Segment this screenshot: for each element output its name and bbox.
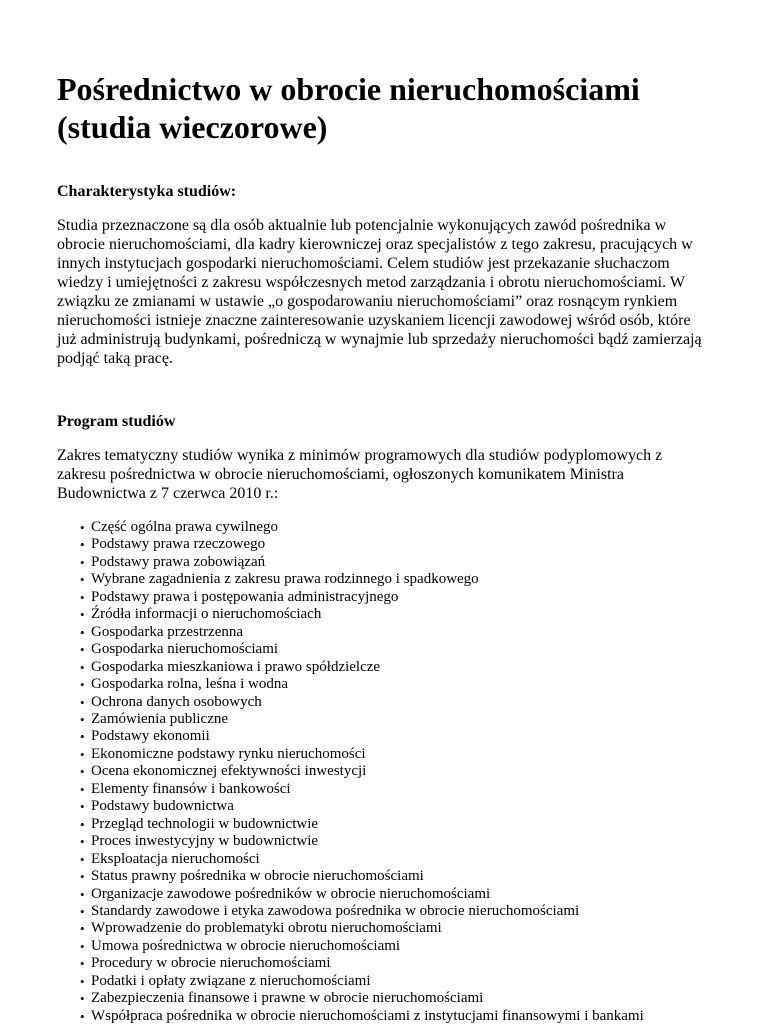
bullet-icon: •: [80, 764, 85, 780]
list-item: [57, 816, 712, 833]
bullet-icon: •: [80, 886, 85, 902]
list-item: [57, 903, 712, 920]
bullet-icon: •: [80, 869, 85, 885]
list-item: [57, 851, 712, 868]
list-item: [57, 746, 712, 763]
list-item: [57, 624, 712, 641]
bullet-icon: •: [80, 694, 85, 710]
bullet-icon: •: [80, 834, 85, 850]
section-paragraph-program: Zakres tematyczny studiów wynika z minimów programowych dla studiów podyplomowych z zakresu pośrednictwa w obrocie nieruchomościami, ogłoszonych komunikatem Ministra Budownictwa z 7 czerwca 2010 r.:: [57, 447, 663, 502]
section-paragraph-charakterystyka: Studia przeznaczone są dla osób aktualnie lub potencjalnie wykonujących zawód pośrednika w obrocie nieruchomościami, dla kadry kierowniczej oraz specjalistów z tego zakresu, pracujących w innych instytucjach gospodarki nieruchomościami. Celem studiów jest przekazanie słuchaczom wiedzy i umiejętności z zakresu współczesnych metod zarządzania i obrotu nieruchomościami. W związku ze zmianami w ustawie „o gospodarowaniu nieruchomościami” oraz rosnącym rynkiem nieruchomości istnieje znaczne zainteresowanie uzyskaniem licencji zawodowej wśród osób, które już administrują budynkami, pośredniczą w wynajmie lub sprzedaży nieruchomości bądź zamierzają podjąć taką pracę.: [57, 217, 702, 367]
bullet-icon: •: [80, 903, 85, 919]
list-item: [57, 589, 712, 606]
list-item: [57, 659, 712, 676]
list-item: [57, 606, 712, 623]
list-item: [57, 886, 712, 903]
bullet-icon: •: [80, 746, 85, 762]
list-item: [57, 554, 712, 571]
list-item-text: Standardy zawodowe i etyka zawodowa pośrednika w obrocie nieruchomościami: [91, 902, 580, 919]
list-item-text: Elementy finansów i bankowości: [91, 780, 291, 797]
list-item: [57, 781, 712, 798]
list-item: [57, 868, 712, 885]
list-item-text: Eksploatacja nieruchomości: [91, 850, 260, 867]
page-title: Pośrednictwo w obrocie nieruchomościami (studia wieczorowe): [57, 71, 640, 145]
list-item-text: Ochrona danych osobowych: [91, 693, 262, 710]
program-list: [57, 519, 712, 1025]
list-item-text: Część ogólna prawa cywilnego: [91, 519, 279, 535]
list-item: [57, 728, 712, 745]
section-heading-program: Program studiów: [57, 413, 176, 430]
list-item-text: Wprowadzenie do problematyki obrotu nieruchomościami: [91, 920, 442, 937]
list-item: [57, 711, 712, 728]
list-item: [57, 990, 712, 1007]
list-item: [57, 833, 712, 850]
list-item-text: Podstawy prawa i postępowania administracyjnego: [91, 588, 399, 605]
bullet-icon: •: [80, 729, 85, 745]
list-item-text: Podstawy prawa rzeczowego: [91, 536, 266, 553]
list-item: [57, 955, 712, 972]
bullet-icon: •: [80, 816, 85, 832]
list-item: [57, 536, 712, 553]
section-heading-charakterystyka: Charakterystyka studiów:: [57, 183, 237, 200]
list-item-text: Organizacje zawodowe pośredników w obrocie nieruchomościami: [91, 885, 491, 902]
list-item-text: Współpraca pośrednika w obrocie nieruchomościami z instytucjami finansowymi i bankami: [91, 1007, 644, 1024]
list-item-text: Źródła informacji o nieruchomościach: [91, 606, 322, 623]
list-item: [57, 798, 712, 815]
list-item-text: Proces inwestycyjny w budownictwie: [91, 833, 319, 850]
list-item: [57, 1008, 712, 1025]
bullet-icon: •: [80, 554, 85, 570]
bullet-icon: •: [80, 572, 85, 588]
list-item-text: Procedury w obrocie nieruchomościami: [91, 955, 331, 972]
list-item-text: Umowa pośrednictwa w obrocie nieruchomościami: [91, 937, 401, 954]
bullet-icon: •: [80, 781, 85, 797]
list-item-text: Zamówienia publiczne: [91, 710, 229, 727]
bullet-icon: •: [80, 711, 85, 727]
list-item-text: Status prawny pośrednika w obrocie nieruchomościami: [91, 868, 424, 885]
list-item: [57, 676, 712, 693]
bullet-icon: •: [80, 677, 85, 693]
bullet-icon: •: [80, 659, 85, 675]
list-item-text: Podstawy budownictwa: [91, 798, 234, 815]
list-item: [57, 763, 712, 780]
bullet-icon: •: [80, 973, 85, 989]
list-item-text: Wybrane zagadnienia z zakresu prawa rodzinnego i spadkowego: [91, 571, 479, 588]
bullet-icon: •: [80, 624, 85, 640]
list-item-text: Podatki i opłaty związane z nieruchomościami: [91, 972, 371, 989]
bullet-icon: •: [80, 991, 85, 1007]
bullet-icon: •: [80, 520, 85, 535]
bullet-icon: •: [80, 537, 85, 553]
bullet-icon: •: [80, 642, 85, 658]
list-item: [57, 938, 712, 955]
list-item-text: Podstawy ekonomii: [91, 728, 210, 745]
list-item: [57, 519, 712, 536]
bullet-icon: •: [80, 921, 85, 937]
list-item-text: Zabezpieczenia finansowe i prawne w obrocie nieruchomościami: [91, 990, 484, 1007]
bullet-icon: •: [80, 956, 85, 972]
list-item-text: Gospodarka nieruchomościami: [91, 641, 279, 658]
list-item-text: Gospodarka mieszkaniowa i prawo spółdzielcze: [91, 658, 381, 675]
bullet-icon: •: [80, 799, 85, 815]
bullet-icon: •: [80, 851, 85, 867]
list-item: [57, 973, 712, 990]
bullet-icon: •: [80, 1008, 85, 1024]
list-item-text: Gospodarka przestrzenna: [91, 623, 244, 640]
list-item: [57, 571, 712, 588]
list-item-text: Ocena ekonomicznej efektywności inwestycji: [91, 763, 367, 780]
list-item: [57, 920, 712, 937]
bullet-icon: •: [80, 607, 85, 623]
bullet-icon: •: [80, 589, 85, 605]
list-item-text: Podstawy prawa zobowiązań: [91, 553, 266, 570]
list-item: [57, 641, 712, 658]
list-item-text: Gospodarka rolna, leśna i wodna: [91, 676, 289, 693]
list-item: [57, 694, 712, 711]
bullet-icon: •: [80, 938, 85, 954]
list-item-text: Ekonomiczne podstawy rynku nieruchomości: [91, 745, 366, 762]
list-item-text: Przegląd technologii w budownictwie: [91, 815, 319, 832]
